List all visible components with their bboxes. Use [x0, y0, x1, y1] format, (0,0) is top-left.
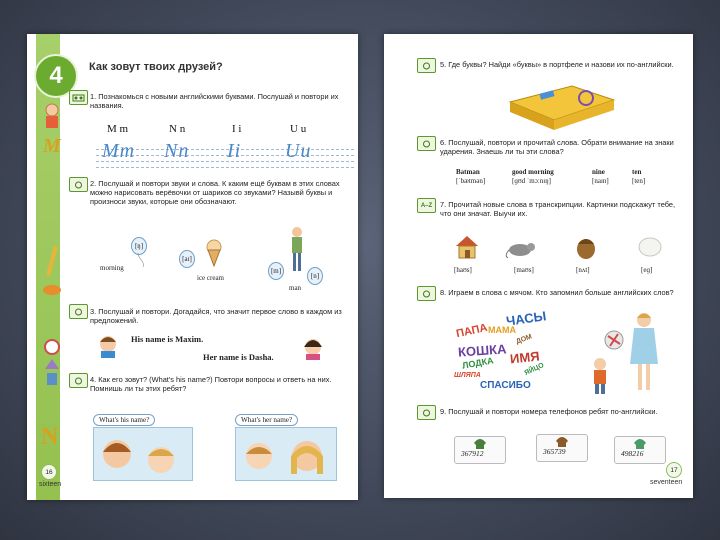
- children-faces-2: [241, 434, 333, 478]
- cloud-word: ШЛЯПА: [454, 372, 481, 379]
- mouse-icon: [504, 238, 538, 258]
- word-batman: Batman: [456, 168, 480, 176]
- cloud-word: ЯЙЦО: [523, 361, 546, 378]
- page-word: seventeen: [650, 479, 683, 486]
- sound-balloon: [ŋ]: [131, 237, 147, 255]
- bubble-her-name: What's her name?: [235, 414, 298, 426]
- ex3-text: 3. Послушай и повтори. Догадайся, что значит первое слово в каждом из предложений.: [90, 307, 342, 326]
- word-man: man: [289, 284, 302, 292]
- letter-n: N n: [169, 123, 186, 135]
- figures-icon: [41, 339, 63, 389]
- phone-icon: [632, 437, 648, 449]
- egg-icon: [637, 236, 663, 258]
- ex6-text: 6. Послушай, повтори и прочитай слова. Обрати внимание на знаки ударения. Знаешь ли ты эти слова?: [440, 138, 674, 157]
- lesson-number: 4: [34, 54, 78, 98]
- pencil-fish-icon: [41, 244, 63, 299]
- listen-icon: [69, 177, 88, 192]
- house-icon: [454, 234, 480, 260]
- phone-icon: [472, 437, 488, 449]
- school-bag-icon: [502, 80, 622, 132]
- word-good-morning: good morning: [512, 168, 554, 176]
- trans-egg: [eɡ]: [641, 266, 653, 274]
- letter-i: I i: [232, 123, 242, 135]
- cloud-word: ЧАСЫ: [505, 308, 548, 329]
- teacher-children-illustration: [586, 310, 666, 396]
- listen-icon: [417, 405, 436, 420]
- listen-icon: [417, 286, 436, 301]
- sentence-her-name: Her name is Dasha.: [203, 352, 274, 362]
- sound-balloon: [n]: [307, 267, 323, 285]
- right-page: [384, 34, 693, 498]
- trans-batman: [ˈbætmən]: [456, 177, 486, 185]
- trans-nine: [naɪn]: [592, 177, 609, 185]
- sound-balloon: [aɪ]: [179, 250, 195, 268]
- letter-u: U u: [290, 123, 307, 135]
- word-ice-cream: ice cream: [197, 274, 225, 282]
- phone-card-1: [454, 436, 506, 464]
- sentence-his-name: His name is Maxim.: [131, 334, 204, 344]
- phone-number: 498216: [621, 449, 644, 458]
- children-faces-1: [101, 434, 189, 478]
- az-icon: A–Z: [417, 198, 436, 213]
- ex9-text: 9. Послушай и повтори номера телефонов ребят по-английски.: [440, 407, 658, 416]
- cursive-n: Nn: [164, 140, 190, 162]
- sound-balloon: [m]: [268, 262, 284, 280]
- listen-icon: [69, 304, 88, 319]
- side-letter-n: N: [41, 424, 59, 450]
- phone-number: 367912: [461, 449, 484, 458]
- side-letter-m: M: [43, 135, 61, 157]
- left-page: [27, 34, 358, 500]
- cursive-u: Uu: [285, 140, 312, 162]
- page-number: 16: [41, 464, 57, 480]
- nut-icon: [574, 234, 598, 260]
- trans-good-morning: [ɡʊd ˈmɔːnɪŋ]: [512, 177, 551, 185]
- page-title: Как зовут твоих друзей?: [89, 61, 223, 73]
- phone-card-3: [614, 436, 666, 464]
- bubble-his-name: What's his name?: [93, 414, 155, 426]
- cloud-word: ПАПА: [455, 321, 489, 341]
- word-morning: morning: [100, 264, 124, 272]
- ex2-text: 2. Послушай и повтори звуки и слова. К каким ещё буквам в этих словах можно нарисовать верёвочки от шариков со звуками? Назывй буквы и произноси звуки, которые они обозначают.: [90, 179, 340, 207]
- ex8-text: 8. Играем в слова с мячом. Кто запомнил больше английских слов?: [440, 288, 674, 297]
- ex5-text: 5. Где буквы? Найди «буквы» в портфеле и назови их по-английски.: [440, 60, 674, 69]
- ice-cream-icon: [205, 239, 223, 267]
- ex7-text: 7. Прочитай новые слова в транскрипции. Картинки подскажут тебе, что они значат. Выучи их.: [440, 200, 676, 219]
- balloon-string: [131, 253, 151, 267]
- cloud-word: ДОМ: [515, 333, 533, 346]
- word-nine: nine: [592, 168, 605, 176]
- phone-card-2: [536, 434, 588, 462]
- page-word: sixteen: [39, 481, 62, 488]
- listen-icon: [69, 373, 88, 388]
- cloud-word: СПАСИБО: [480, 380, 531, 391]
- listen-icon: [417, 136, 436, 151]
- man-figure-icon: [287, 226, 307, 274]
- phone-icon: [554, 435, 570, 447]
- cloud-word: ЛОДКА: [461, 355, 495, 371]
- letter-m: M m: [107, 123, 129, 135]
- trans-ten: [ten]: [632, 177, 646, 185]
- boy-figure-icon: [41, 102, 63, 130]
- listen-icon: [417, 58, 436, 73]
- girl-dasha-icon: [301, 336, 325, 360]
- cloud-word: КОШКА: [457, 341, 507, 360]
- trans-mouse: [maʊs]: [514, 266, 534, 274]
- trans-house: [haʊs]: [454, 266, 472, 274]
- cloud-word: МАМА: [488, 325, 516, 335]
- cursive-i: Ii: [227, 140, 242, 162]
- trans-nut: [nʌt]: [576, 266, 590, 274]
- listen-icon: [69, 90, 88, 105]
- ex1-text: 1. Познакомься с новыми английскими буквами. Послушай и повтори их названия.: [90, 92, 339, 111]
- cloud-word: ИМЯ: [509, 348, 541, 367]
- page-number: 17: [666, 462, 682, 478]
- cursive-m: Mm: [102, 140, 136, 162]
- ex4-text: 4. Как его зовут? (What's his name?) Повтори вопросы и ответь на них. Помнишь ли ты этих ребят?: [90, 375, 332, 394]
- word-ten: ten: [632, 168, 642, 176]
- phone-number: 365739: [543, 447, 566, 456]
- boy-maxim-icon: [97, 334, 119, 358]
